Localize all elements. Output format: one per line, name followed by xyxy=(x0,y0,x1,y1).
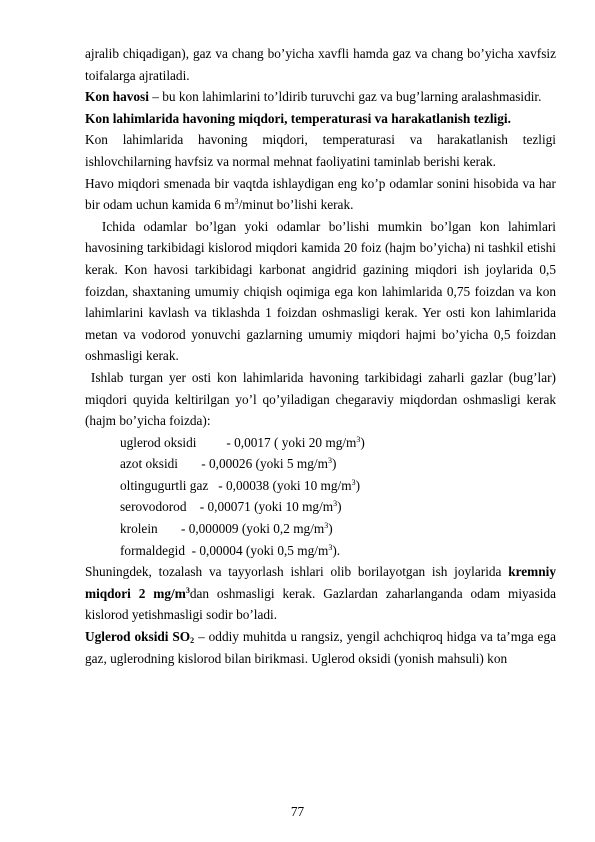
subscript: 2 xyxy=(190,636,195,646)
gas-value: - 0,00071 (yoki 10 mg/m xyxy=(199,499,334,515)
list-item-azot-oksidi xyxy=(85,453,556,475)
kon-havosi-definition xyxy=(85,86,556,108)
list-item-formaldegid xyxy=(85,540,556,562)
list-item-uglerod-oksidi xyxy=(85,432,556,454)
gas-name: krolein xyxy=(120,521,181,537)
paragraph-air-parameters: Kon lahimlarida havoning miqdori, temperaturasi va harakatlanish tezligi ishlovchilarning havfsiz va normal mehnat faoliyatini taminlab berishi kerak. xyxy=(85,132,556,169)
list-item-krolein xyxy=(85,518,556,540)
kon-havosi-term: Kon havosi xyxy=(85,89,149,105)
section-heading: Kon lahimlarida havoning miqdori, temperaturasi va harakatlanish tezligi. xyxy=(85,110,511,126)
gas-value-end: ) xyxy=(331,456,337,472)
superscript: 3 xyxy=(234,197,239,207)
kon-havosi-text: – bu kon lahimlarini to’ldirib turuvchi gaz va bug’larning aralashmasidir. xyxy=(148,89,542,105)
superscript: 3 xyxy=(185,585,190,595)
paragraph-uglerod-oksidi xyxy=(85,626,556,669)
paragraph-toxic-gases: Ishlab turgan yer osti kon lahimlarida havoning tarkibidagi zaharli gazlar (bug’lar) miqdori quyida keltirilgan yo’l qo’yiladigan chegaraviy miqdordan oshmasligi kerak (hajm bo’yicha foizda): xyxy=(85,369,560,429)
superscript: 3 xyxy=(324,521,329,531)
list-item-serovodorod xyxy=(85,496,556,518)
uglerod-oksidi-term: Uglerod oksidi SO xyxy=(85,629,191,645)
gas-value-end: ) xyxy=(328,521,333,537)
gas-value-end: ). xyxy=(332,542,341,558)
gas-name: azot oksidi xyxy=(120,456,202,472)
kremniy-text-end: dan oshmasligi kerak. Gazlardan zaharlanganda odam miyasida kislorod yetishmasligi sodir bo’ladi. xyxy=(85,585,556,623)
paragraph-air-quantity xyxy=(85,173,556,216)
gas-value-end: ) xyxy=(337,499,342,515)
superscript: 3 xyxy=(356,434,361,444)
paragraph-continuation: ajralib chiqadigan), gaz va chang bo’yicha xavfli hamda gaz va chang bo’yicha xavfsiz toifalarga ajratiladi. xyxy=(85,46,556,83)
gas-name: serovodorod xyxy=(120,499,200,515)
gas-value: - 0,0017 ( yoki 20 mg/m xyxy=(226,434,357,450)
gas-value-end: ) xyxy=(355,477,361,493)
gas-value: - 0,00004 (yoki 0,5 mg/m xyxy=(191,542,329,558)
gas-limits-list xyxy=(85,432,556,562)
list-item-oltingugurtli-gaz xyxy=(85,475,556,497)
gas-value: - 0,00026 (yoki 5 mg/m xyxy=(201,456,328,472)
superscript: 3 xyxy=(327,456,332,466)
paragraph-oxygen: Ichida odamlar bo’lgan yoki odamlar bo’lishi mumkin bo’lgan kon lahimlari havosining tarkibidagi kislorod miqdori kamida 20 foiz (hajm bo’yicha) ni tashkil etishi kerak. Kon havosi tarkibidagi karbonat angidrid gazining miqdori ish joylarida 0,5 foizdan, shaxtaning umumiy chiqish oqimiga ega kon lahimlarida 0,75 foizdan va kon lahimlarini kavlash va tiklashda 1 foizdan oshmasligi kerak. Yer osti kon lahimlarida metan va vodorod yonuvchi gazlarning umumiy miqdori hajmi bo’yicha 0,5 foizdan oshmasligi kerak. xyxy=(85,218,560,364)
air-quantity-text-end: /minut bo’lishi kerak. xyxy=(238,197,354,213)
page-number: 77 xyxy=(290,804,305,819)
superscript: 3 xyxy=(351,477,356,487)
gas-name: uglerod oksidi xyxy=(120,434,227,450)
gas-name: oltingugurtli gaz xyxy=(120,477,219,493)
kremniy-bold: kremniy miqdori 2 mg/m xyxy=(85,564,556,601)
superscript: 3 xyxy=(328,542,333,552)
uglerod-oksidi-text: – oddiy muhitda u rangsiz, yengil achchiqroq hidga va ta’mga ega gaz, uglerodning kislorod bilan birikmasi. Uglerod oksidi (yonish mahsuli) kon xyxy=(85,629,556,666)
gas-value: - 0,000009 (yoki 0,2 mg/m xyxy=(180,521,325,537)
paragraph-kremniy xyxy=(85,561,556,626)
air-quantity-text: Havo miqdori smenada bir vaqtda ishlaydigan eng ko’p odamlar sonini hisobida va har bir odam uchun kamida 6 m xyxy=(85,175,556,213)
gas-value: - 0,00038 (yoki 10 mg/m xyxy=(218,477,352,493)
kremniy-text: Shuningdek, tozalash va tayyorlash ishlari olib borilayotgan ish joylarida xyxy=(85,564,509,580)
text-body xyxy=(85,43,560,669)
gas-value-end: ) xyxy=(360,434,365,450)
superscript: 3 xyxy=(333,499,338,509)
gas-name: formaldegid xyxy=(120,542,192,558)
